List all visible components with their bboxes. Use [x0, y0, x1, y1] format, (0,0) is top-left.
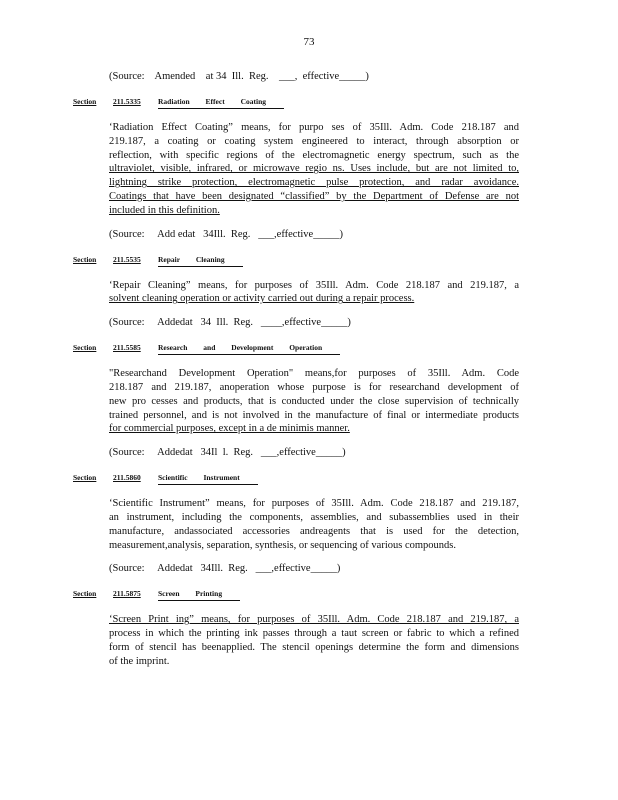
line-text: lightning strike protection, electromagnetic pulse protection, and radar avoidance. — [109, 177, 519, 189]
paragraph-line — [109, 367, 519, 381]
section-number: 211.5860 — [113, 473, 141, 483]
paragraph-line — [109, 422, 519, 436]
line-text: 218.187 and 219.187, anoperation whose purpose is for researchand development of — [109, 381, 519, 393]
paragraph-line — [109, 135, 519, 149]
sections-container — [73, 96, 543, 669]
source-note: (Source: Add edat 34Ill. Reg. ___,effective_____) — [109, 228, 343, 240]
paragraph-line — [109, 641, 519, 655]
line-text: ultraviolet, visible, infrared, or microwave regio ns. Uses include, but are not limited to, — [109, 163, 519, 175]
definition-paragraph — [109, 279, 519, 307]
document-body — [73, 70, 543, 679]
section-heading — [73, 254, 543, 267]
line-text: new pro cesses and products, that is conducted under the close supervision of technically — [109, 395, 519, 407]
section-title: Research and Development Operation — [158, 342, 340, 355]
line-text: ‘Scientific Instrument” means, for purposes of 35Ill. Adm. Code 218.187 and 219.187, — [109, 498, 519, 510]
section-number: 211.5875 — [113, 589, 141, 599]
section-number: 211.5535 — [113, 254, 141, 264]
line-text: 219.187, a coating or coating system engineered to interact, through absorption or — [109, 135, 519, 147]
line-text: reflection, with specific regions of the electromagnetic energy spectrum, such as the — [109, 149, 519, 161]
line-text: ‘Screen Print ing” means, for purposes of 35Ill. Adm. Code 218.187 and 219.187, a — [109, 614, 519, 626]
paragraph-line — [109, 409, 519, 423]
section-label: Section — [73, 473, 97, 483]
section-title: Scientific Instrument — [158, 472, 258, 485]
paragraph-line — [109, 381, 519, 395]
section-title: Repair Cleaning — [158, 254, 243, 267]
line-text: Coatings that have been designated “classified” by the Department of Defense are not — [109, 190, 519, 202]
paragraph-line — [109, 190, 519, 204]
definition-paragraph — [109, 367, 519, 436]
paragraph-line — [109, 511, 519, 525]
line-text: solvent cleaning operation or activity carried out during a repair process. — [109, 293, 415, 305]
line-text: for commercial purposes, except in a de minimis manner. — [109, 423, 350, 435]
paragraph-line — [109, 627, 519, 641]
paragraph-line — [109, 655, 519, 669]
line-text: ‘Repair Cleaning” means, for purposes of 35Ill. Adm. Code 218.187 and 219.187, a — [109, 279, 519, 291]
paragraph-line — [109, 613, 519, 627]
section-label: Section — [73, 97, 97, 106]
intro-source-note: (Source: Amended at 34 Ill. Reg. ___, effective_____) — [109, 71, 369, 82]
line-text: trained personnel, and is not involved in the manufacture of final or intermediate products — [109, 409, 519, 421]
definition-paragraph — [109, 121, 519, 218]
section-title: Radiation Effect Coating — [158, 96, 284, 109]
line-text: "Researchand Development Operation" means,for purposes of 35Ill. Adm. Code — [109, 368, 519, 380]
paragraph-line — [109, 525, 519, 539]
line-text: manufacture, andassociated accessories andreagents that is used for the detection, — [109, 525, 519, 537]
definition-paragraph — [109, 613, 519, 668]
section-heading — [73, 96, 543, 109]
section-heading — [73, 342, 543, 355]
definition-paragraph — [109, 497, 519, 552]
line-text: included in this definition. — [109, 204, 220, 216]
paragraph-line — [109, 176, 519, 190]
line-text: ‘Radiation Effect Coating” means, for purpo ses of 35Ill. Adm. Code 218.187 and — [109, 122, 519, 133]
paragraph-line — [109, 162, 519, 176]
source-note: (Source: Addedat 34Ill. Reg. ___,effective_____) — [109, 563, 341, 575]
source-note: (Source: Addedat 34Il l. Reg. ___,effective_____) — [109, 447, 346, 459]
paragraph-line — [109, 121, 519, 135]
source-note: (Source: Addedat 34 Ill. Reg. ____,effective_____) — [109, 317, 351, 329]
paragraph-line — [109, 204, 519, 218]
line-text: an instrument, including the components, assemblies, and subassemblies used in their — [109, 511, 519, 523]
paragraph-line — [109, 497, 519, 511]
paragraph-line — [109, 279, 519, 293]
section-number: 211.5585 — [113, 343, 141, 353]
section-label: Section — [73, 343, 97, 353]
line-text: of the imprint. — [109, 655, 170, 667]
section-label: Section — [73, 254, 97, 264]
paragraph-line — [109, 149, 519, 163]
section-heading — [73, 588, 543, 601]
line-text: process in which the printing ink passes through a taut screen or fabric to which a refined — [109, 628, 519, 640]
section-label: Section — [73, 589, 97, 599]
section-title: Screen Printing — [158, 588, 240, 601]
page-number: 73 — [303, 36, 315, 48]
line-text: measurement,analysis, separation, synthesis, or sequencing of various compounds. — [109, 539, 457, 551]
section-heading — [73, 472, 543, 485]
section-number: 211.5335 — [113, 97, 141, 106]
paragraph-line — [109, 292, 519, 306]
paragraph-line — [109, 395, 519, 409]
paragraph-line — [109, 539, 519, 553]
line-text: form of stencil has beenapplied. The stencil openings determine the form and dimensions — [109, 641, 519, 653]
